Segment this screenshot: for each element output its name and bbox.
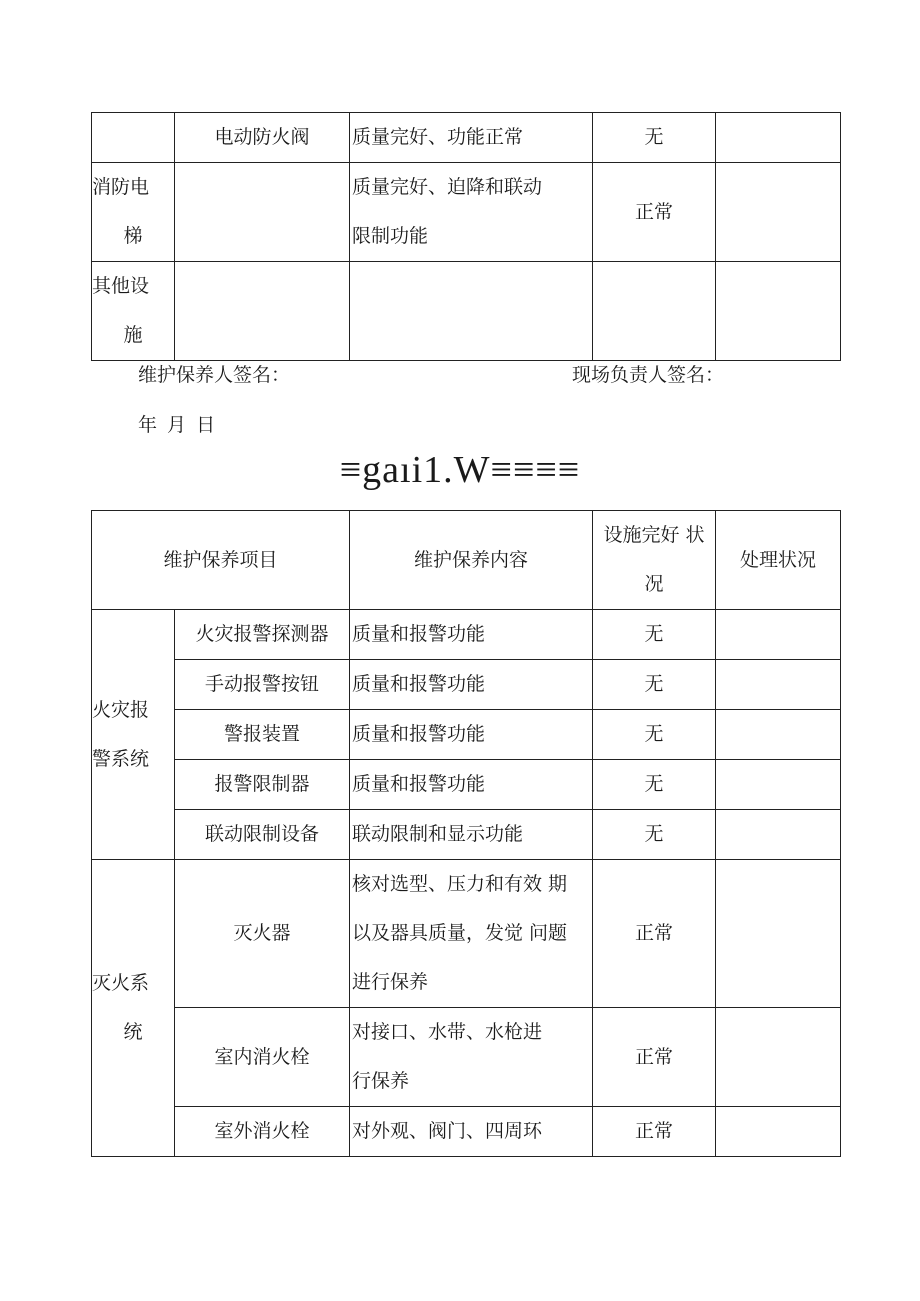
status-cell: 无 bbox=[593, 710, 716, 760]
handling-cell bbox=[716, 660, 841, 710]
status-cell: 无 bbox=[593, 113, 716, 163]
site-manager-signature-label: 现场负责人签名： bbox=[572, 364, 725, 386]
item-cell: 室内消火栓 bbox=[175, 1008, 350, 1107]
status-cell: 正常 bbox=[593, 1008, 716, 1107]
status-cell: 无 bbox=[593, 760, 716, 810]
header-content: 维护保养内容 bbox=[350, 511, 593, 610]
system-cell bbox=[92, 163, 175, 262]
item-cell: 联动限制设备 bbox=[175, 810, 350, 860]
handling-cell bbox=[716, 1008, 841, 1107]
handling-cell bbox=[716, 860, 841, 1008]
content-line-2: 行保养 bbox=[352, 1070, 410, 1092]
table-row bbox=[92, 163, 841, 262]
header-status bbox=[593, 511, 716, 610]
system-line-1: 火灾报 bbox=[92, 698, 150, 721]
header-status-line-1: 设施完好 状 bbox=[603, 524, 705, 546]
system-line-1: 消防电 bbox=[92, 176, 150, 198]
status-cell: 无 bbox=[593, 810, 716, 860]
system-cell bbox=[92, 262, 175, 361]
maintenance-table bbox=[91, 510, 841, 1157]
top-table bbox=[91, 112, 841, 361]
content-line-2: 限制功能 bbox=[352, 225, 429, 247]
status-cell: 无 bbox=[593, 660, 716, 710]
system-line-2: 统 bbox=[123, 1021, 143, 1043]
content-cell bbox=[350, 163, 593, 262]
content-line-1: 核对选型、压力和有效 期 bbox=[352, 873, 568, 895]
content-line-1: 质量完好、迫降和联动 bbox=[352, 176, 543, 198]
table-row bbox=[92, 1008, 841, 1107]
system-cell-fire-alarm bbox=[92, 610, 175, 860]
table-row bbox=[92, 1107, 841, 1157]
status-cell: 正常 bbox=[593, 1107, 716, 1157]
handling-cell bbox=[716, 810, 841, 860]
handling-cell bbox=[716, 163, 841, 262]
status-cell: 正常 bbox=[593, 163, 716, 262]
content-cell: 联动限制和显示功能 bbox=[350, 810, 593, 860]
content-cell bbox=[350, 1008, 593, 1107]
handling-cell bbox=[716, 710, 841, 760]
system-line-1: 灭火系 bbox=[92, 972, 150, 994]
table-row bbox=[92, 760, 841, 810]
header-status-line-2: 况 bbox=[644, 573, 664, 595]
status-cell: 正常 bbox=[593, 860, 716, 1008]
handling-cell bbox=[716, 760, 841, 810]
item-cell: 手动报警按钮 bbox=[175, 660, 350, 710]
header-row bbox=[92, 511, 841, 610]
handling-cell bbox=[716, 262, 841, 361]
page-heading: ≡gaıi1.W≡≡≡≡ bbox=[339, 449, 581, 491]
table-row bbox=[92, 113, 841, 163]
content-cell: 质量和报警功能 bbox=[350, 760, 593, 810]
item-cell: 报警限制器 bbox=[175, 760, 350, 810]
handling-cell bbox=[716, 113, 841, 163]
header-handling: 处理状况 bbox=[716, 511, 841, 610]
header-project: 维护保养项目 bbox=[92, 511, 350, 610]
content-line-1: 对接口、水带、水枪进 bbox=[352, 1021, 543, 1043]
handling-cell bbox=[716, 1107, 841, 1157]
item-cell bbox=[175, 163, 350, 262]
table-row bbox=[92, 810, 841, 860]
content-cell: 质量和报警功能 bbox=[350, 610, 593, 660]
item-cell: 电动防火阀 bbox=[175, 113, 350, 163]
content-cell: 质量完好、功能正常 bbox=[350, 113, 593, 163]
table-row bbox=[92, 262, 841, 361]
status-cell: 无 bbox=[593, 610, 716, 660]
system-cell-extinguishing bbox=[92, 860, 175, 1157]
date-line: 年 月 日 bbox=[138, 414, 218, 436]
content-line-2: 以及器具质量，发觉 问题 bbox=[352, 922, 568, 944]
item-cell bbox=[175, 262, 350, 361]
system-line-2: 警系统 bbox=[92, 747, 150, 770]
content-line-3: 进行保养 bbox=[352, 971, 429, 993]
item-cell: 室外消火栓 bbox=[175, 1107, 350, 1157]
table-row bbox=[92, 710, 841, 760]
system-line-2: 施 bbox=[123, 324, 143, 346]
content-cell: 质量和报警功能 bbox=[350, 660, 593, 710]
item-cell: 火灾报警探测器 bbox=[175, 610, 350, 660]
content-cell: 质量和报警功能 bbox=[350, 710, 593, 760]
table-row bbox=[92, 860, 841, 1008]
table-row bbox=[92, 660, 841, 710]
handling-cell bbox=[716, 610, 841, 660]
system-cell bbox=[92, 113, 175, 163]
status-cell bbox=[593, 262, 716, 361]
maintainer-signature-label: 维护保养人签名： bbox=[138, 364, 291, 386]
content-cell bbox=[350, 262, 593, 361]
system-line-2: 梯 bbox=[123, 225, 143, 247]
system-line-1: 其他设 bbox=[92, 275, 150, 297]
table-row bbox=[92, 610, 841, 660]
content-cell: 对外观、阀门、四周环 bbox=[350, 1107, 593, 1157]
item-cell: 灭火器 bbox=[175, 860, 350, 1008]
item-cell: 警报装置 bbox=[175, 710, 350, 760]
content-cell bbox=[350, 860, 593, 1008]
